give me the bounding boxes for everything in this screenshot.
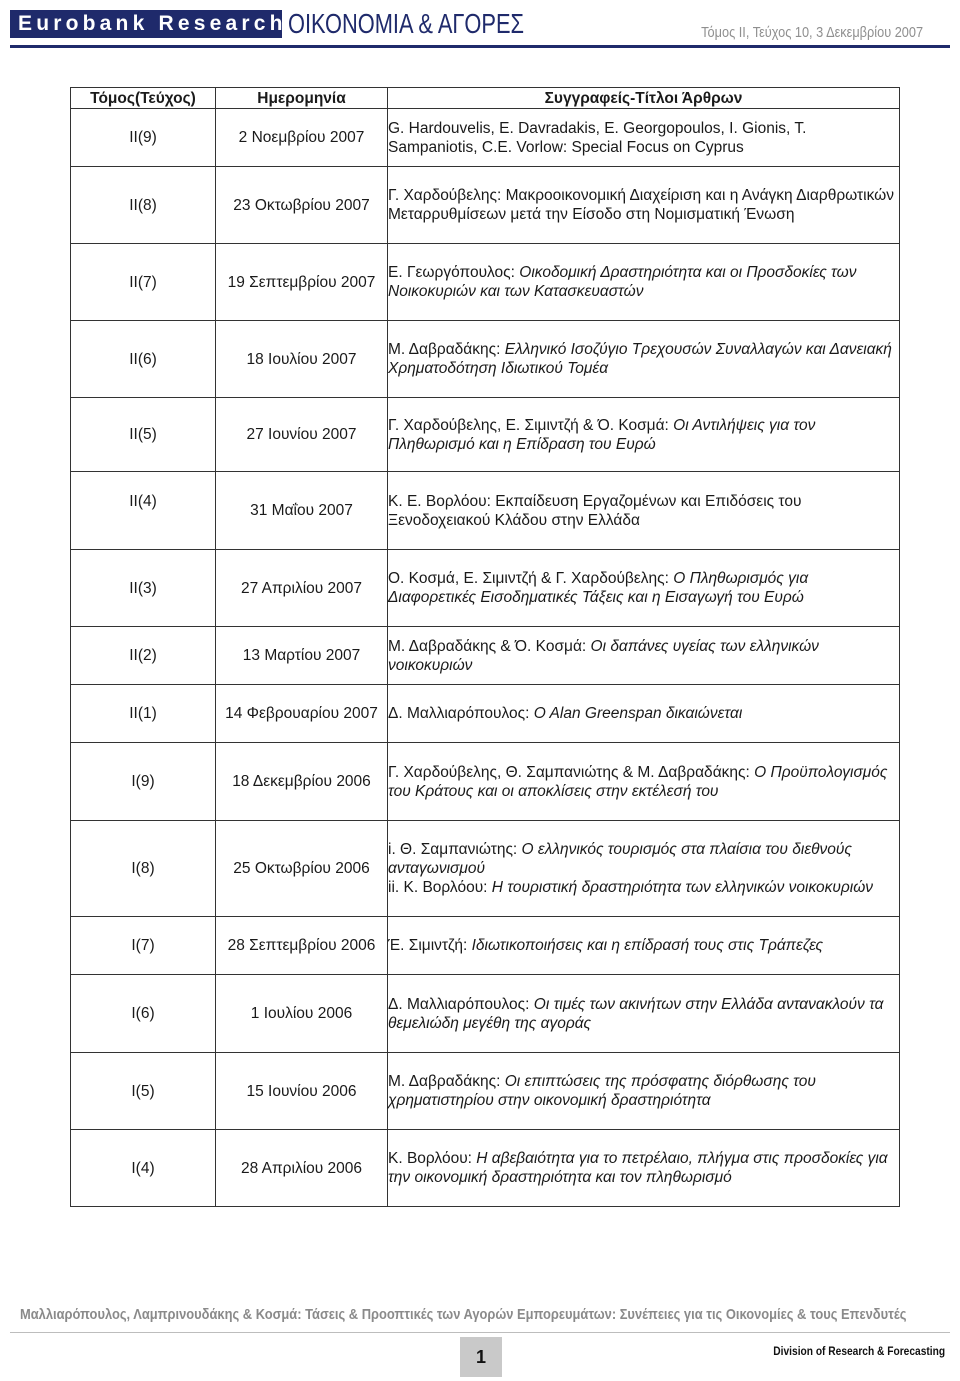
article-title: Ελληνικό Ισοζύγιο Τρεχουσών Συναλλαγών και Δανειακή Χρηματοδότηση Ιδιωτικού Τομέα (388, 341, 892, 377)
date-cell: 2 Νοεμβρίου 2007 (216, 109, 388, 167)
article-cell (388, 321, 900, 398)
article-authors: Ε. Γεωργόπουλος: (388, 264, 520, 281)
article-authors: Δ. Μαλλιαρόπουλος: (388, 705, 534, 722)
date-cell: 27 Απριλίου 2007 (216, 550, 388, 627)
date-cell: 28 Απριλίου 2006 (216, 1130, 388, 1207)
article-title: Οικοδομική Δραστηριότητα και οι Προσδοκίες των Νοικοκυριών και των Κατασκευαστών (388, 264, 857, 300)
article-authors: Μ. Δαβραδάκης & Ό. Κοσμά: (388, 637, 591, 655)
article-title: Ο Προϋπολογισμός του Κράτους και οι αποκλίσεις στην εκτέλεσή του (388, 763, 888, 800)
table-row (71, 685, 900, 743)
article-authors: Δ. Μαλλιαρόπουλος: (388, 995, 534, 1013)
date-cell: 19 Σεπτεμβρίου 2007 (216, 244, 388, 321)
table-row (71, 627, 900, 685)
volume-cell: ΙΙ(9) (71, 109, 216, 167)
volume-cell: Ι(6) (71, 975, 216, 1053)
brand-name: Eurobank Research (18, 12, 287, 35)
volume-cell: ΙΙ(5) (71, 398, 216, 472)
date-cell: 1 Ιουλίου 2006 (216, 975, 388, 1053)
table-row (71, 1130, 900, 1207)
footer-article-title: Μαλλιαρόπουλος, Λαμπρινουδάκης & Κοσμά: Τάσεις & Προοπτικές των Αγορών Εμπορευμάτων: Συνέπειες για τις Οικονομίες & τους Επενδυτές (20, 1306, 907, 1323)
article-authors: Γ. Χαρδούβελης: Μακροοικονομική Διαχείριση και η Ανάγκη Διαρθρωτικών Μεταρρυθμίσεων μετά την Είσοδο στη Νομισματική Ένωση (388, 187, 894, 223)
table-row (71, 321, 900, 398)
table-row (71, 1053, 900, 1130)
article-title: Ο Πληθωρισμός για Διαφορετικές Εισοδηματικές Τάξεις και η Εισαγωγή του Ευρώ (388, 570, 809, 606)
article-cell (388, 472, 900, 550)
volume-cell: Ι(5) (71, 1053, 216, 1130)
volume-cell: ΙΙ(7) (71, 244, 216, 321)
article-authors: Γ. Χαρδούβελης, Ε. Σιμιντζή & Ό. Κοσμά: (388, 416, 674, 434)
table-row (71, 244, 900, 321)
article-cell (388, 109, 900, 167)
article-authors: G. Hardouvelis, E. Davradakis, E. Georgopoulos, I. Gionis, T. Sampaniotis, C.E. Vorlow: Special Focus on Cyprus (388, 119, 807, 156)
article-authors: ii. Κ. Βορλόου: (388, 879, 492, 896)
table-row (71, 398, 900, 472)
issue-info: Τόμος ΙΙ, Τεύχος 10, 3 Δεκεμβρίου 2007 (701, 24, 923, 41)
table-row (71, 550, 900, 627)
date-cell: 28 Σεπτεμβρίου 2006 (216, 917, 388, 975)
article-title: O Alan Greenspan δικαιώνεται (533, 705, 743, 722)
date-cell: 23 Οκτωβρίου 2007 (216, 167, 388, 244)
footer-rule (10, 1332, 950, 1333)
section-title: ΟΙΚΟΝΟΜΙΑ & ΑΓΟΡΕΣ (288, 8, 525, 39)
volume-cell: Ι(9) (71, 743, 216, 821)
article-authors: Ο. Κοσμά, Ε. Σιμιντζή & Γ. Χαρδούβελης: (388, 570, 674, 587)
volume-cell: ΙΙ(6) (71, 321, 216, 398)
article-title: Οι τιμές των ακινήτων στην Ελλάδα αντανακλούν τα θεμελιώδη μεγέθη της αγοράς (388, 995, 884, 1032)
article-title: Ο ελληνικός τουρισμός στα πλαίσια του διεθνούς ανταγωνισμού (388, 841, 852, 877)
table-row (71, 821, 900, 917)
division-label: Division of Research & Forecasting (773, 1344, 945, 1358)
column-header-articles: Συγγραφείς-Τίτλοι Άρθρων (388, 88, 900, 109)
article-authors: Μ. Δαβραδάκης: (388, 1073, 505, 1090)
article-cell (388, 821, 900, 917)
article-title: Η τουριστική δραστηριότητα των ελληνικών νοικοκυριών (491, 879, 874, 896)
date-cell: 15 Ιουνίου 2006 (216, 1053, 388, 1130)
table-row (71, 109, 900, 167)
article-authors: Μ. Δαβραδάκης: (388, 341, 505, 358)
date-cell: 14 Φεβρουαρίου 2007 (216, 685, 388, 743)
article-cell (388, 244, 900, 321)
article-cell (388, 398, 900, 472)
article-authors: Έ. Σιμιντζή: (388, 937, 472, 954)
article-title: Οι επιπτώσεις της πρόσφατης διόρθωσης του χρηματιστηρίου στην οικονομική δραστηριότητα (388, 1073, 816, 1109)
table-row (71, 743, 900, 821)
table-row (71, 975, 900, 1053)
volume-cell: Ι(8) (71, 821, 216, 917)
table-row (71, 472, 900, 550)
header-rule (10, 45, 950, 48)
article-cell (388, 975, 900, 1053)
volume-cell: ΙΙ(3) (71, 550, 216, 627)
date-cell: 18 Δεκεμβρίου 2006 (216, 743, 388, 821)
volume-cell: ΙΙ(8) (71, 167, 216, 244)
article-authors: Γ. Χαρδούβελης, Θ. Σαμπανιώτης & Μ. Δαβραδάκης: (388, 763, 755, 781)
article-authors: Κ. Βορλόου: (388, 1150, 477, 1167)
table-header-row (71, 88, 900, 109)
volume-cell: ΙΙ(2) (71, 627, 216, 685)
date-cell: 13 Μαρτίου 2007 (216, 627, 388, 685)
date-cell: 25 Οκτωβρίου 2006 (216, 821, 388, 917)
article-title: Η αβεβαιότητα για το πετρέλαιο, πλήγμα στις προσδοκίες για την οικονομική δραστηριότητα και τον πληθωρισμό (388, 1150, 888, 1186)
article-cell (388, 167, 900, 244)
table-row (71, 917, 900, 975)
volume-cell: Ι(4) (71, 1130, 216, 1207)
article-title: Οι Αντιλήψεις για τον Πληθωρισμό και η Επίδραση του Ευρώ (388, 416, 816, 453)
date-cell: 31 Μαΐου 2007 (216, 472, 388, 550)
article-cell (388, 627, 900, 685)
article-authors: i. Θ. Σαμπανιώτης: (388, 841, 522, 858)
column-header-volume: Τόμος(Τεύχος) (71, 88, 216, 109)
table-row (71, 167, 900, 244)
article-authors: Κ. Ε. Βορλόου: Εκπαίδευση Εργαζομένων και Επιδόσεις του Ξενοδοχειακού Κλάδου στην Ελλάδα (388, 492, 802, 529)
volume-cell: ΙΙ(1) (71, 685, 216, 743)
article-cell (388, 743, 900, 821)
article-cell (388, 1130, 900, 1207)
article-title: Ιδιωτικοποιήσεις και η επίδρασή τους στις Τράπεζες (471, 937, 824, 954)
article-cell (388, 685, 900, 743)
volume-cell: Ι(7) (71, 917, 216, 975)
article-cell (388, 1053, 900, 1130)
article-cell (388, 917, 900, 975)
volume-cell: ΙΙ(4) (71, 472, 216, 550)
date-cell: 27 Ιουνίου 2007 (216, 398, 388, 472)
article-cell (388, 550, 900, 627)
article-title: Οι δαπάνες υγείας των ελληνικών νοικοκυριών (388, 637, 819, 674)
column-header-date: Ημερομηνία (216, 88, 388, 109)
date-cell: 18 Ιουλίου 2007 (216, 321, 388, 398)
page-number: 1 (460, 1337, 502, 1377)
articles-table (70, 87, 900, 1207)
